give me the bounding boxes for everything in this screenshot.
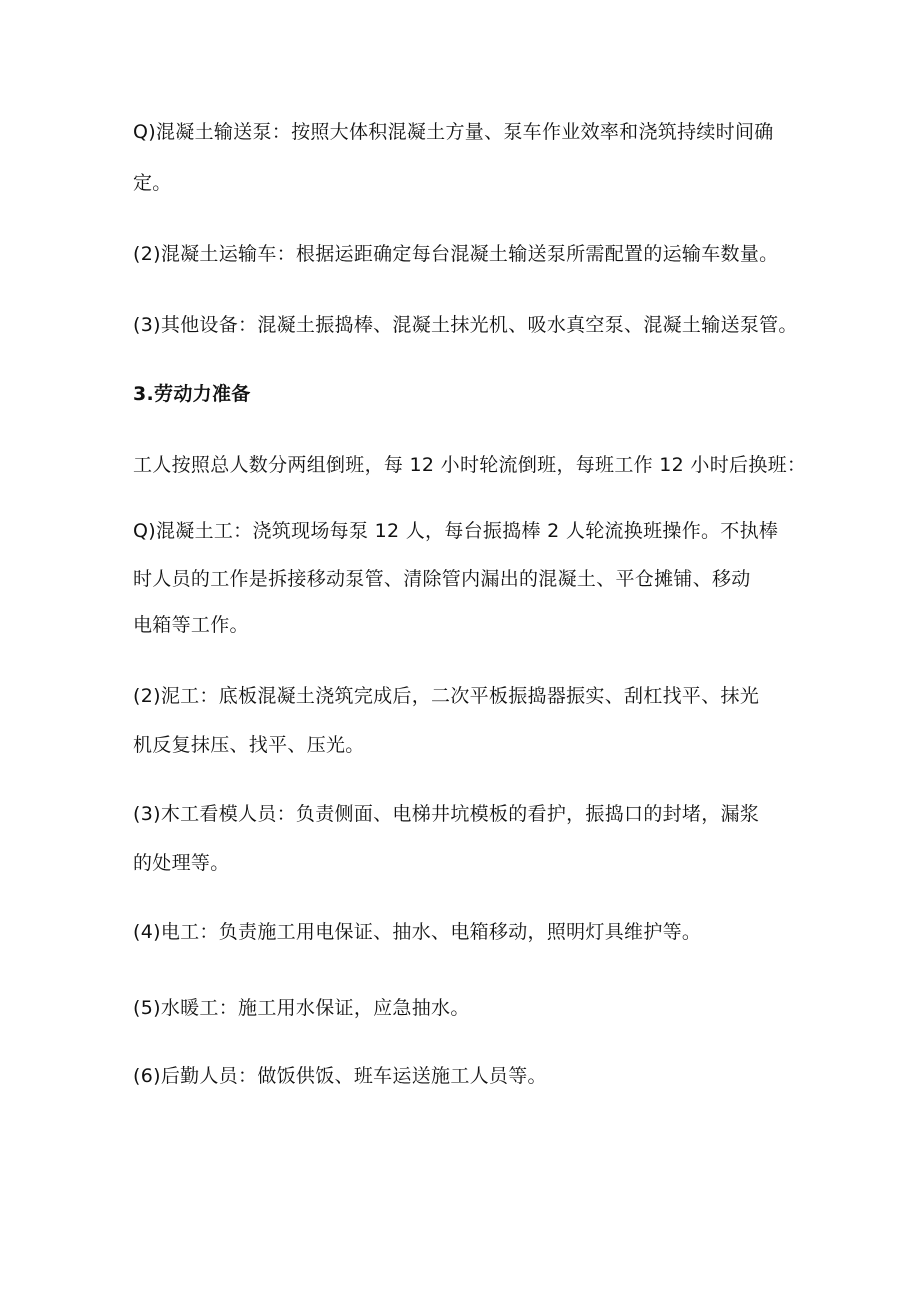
para-pump-line-1: Q)混凝土输送泵：按照大体积混凝土方量、泵车作业效率和浇筑持续时间确 [133,121,774,143]
para-carpenter-line-1: (3)木工看模人员：负责侧面、电梯井坑模板的看护，振捣口的封堵，漏浆 [133,803,760,825]
para-other-equipment-line-1: (3)其他设备：混凝土振捣棒、混凝土抹光机、吸水真空泵、混凝土输送泵管。 [133,314,798,336]
para-plasterer-line-1: (2)泥工：底板混凝土浇筑完成后，二次平板振捣器振实、刮杠找平、抹光 [133,685,760,707]
para-concrete-worker-line-1: Q)混凝土工：浇筑现场每泵 12 人，每台振捣棒 2 人轮流换班操作。不执棒 [133,520,779,542]
para-shift-intro-line-1: 工人按照总人数分两组倒班，每 12 小时轮流倒班，每班工作 12 小时后换班： [133,454,807,476]
para-carpenter-line-2: 的处理等。 [133,852,230,874]
para-plumber-line-1: (5)水暖工：施工用水保证，应急抽水。 [133,997,470,1019]
section-heading-labor: 3.劳动力准备 [133,383,251,405]
para-logistics-line-1: (6)后勤人员：做饭供饭、班车运送施工人员等。 [133,1065,547,1087]
para-concrete-worker-line-2: 时人员的工作是拆接移动泵管、清除管内漏出的混凝土、平仓摊铺、移动 [133,568,751,590]
para-truck-line-1: (2)混凝土运输车：根据运距确定每台混凝土输送泵所需配置的运输车数量。 [133,243,779,265]
para-electrician-line-1: (4)电工：负责施工用电保证、抽水、电箱移动，照明灯具维护等。 [133,921,702,943]
para-concrete-worker-line-3: 电箱等工作。 [133,614,249,636]
para-pump-line-2: 定。 [133,172,172,194]
para-plasterer-line-2: 机反复抹压、找平、压光。 [133,734,365,756]
